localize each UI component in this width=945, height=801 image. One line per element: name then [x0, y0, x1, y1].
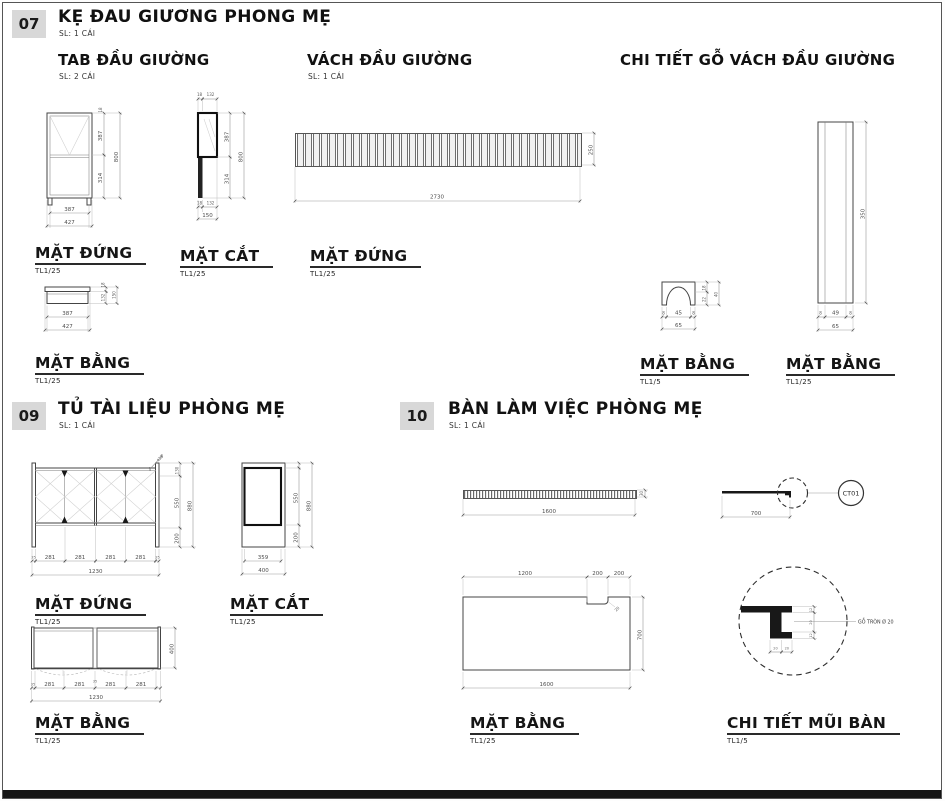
view-scale: TL1/25: [786, 378, 812, 386]
dim-label: 132: [206, 92, 215, 97]
dim-label: 427: [62, 324, 73, 330]
dim-label: 359: [257, 555, 269, 561]
dim-label: 387: [98, 130, 104, 142]
arch-outline: [662, 282, 695, 305]
drawing-arch-plan: [662, 282, 721, 331]
dim-label: 281: [135, 681, 147, 688]
drawing-tab-elevation: [47, 107, 122, 228]
dim-label: 700: [750, 511, 762, 517]
dim-label: 314: [224, 173, 231, 185]
view-scale: TL1/5: [640, 378, 661, 386]
dim-label: 150: [202, 213, 213, 219]
dim-label: 281: [105, 681, 116, 688]
dim-label: 314: [98, 172, 104, 184]
wood-note: GỖ TRÒN Ø 20: [858, 620, 894, 626]
left-leaf: [34, 628, 93, 668]
dim-label: 200: [174, 533, 181, 544]
dim-label: 200: [293, 532, 300, 543]
subsection-vach-qty: SL: 1 CÁI: [308, 72, 345, 81]
dim-label: 800: [238, 151, 245, 163]
cabinet-outline: [47, 113, 92, 198]
dim-label: 8: [849, 310, 852, 316]
dim-label: 40: [713, 291, 719, 298]
dim-label: 20: [784, 646, 790, 651]
dim-label: 387: [62, 311, 73, 317]
view-scale: TL1/25: [35, 737, 61, 745]
right-leaf: [97, 628, 158, 668]
dim-label: 200: [592, 571, 603, 577]
view-scale: TL1/25: [180, 270, 206, 278]
section-09-number: 09: [12, 402, 46, 430]
subsection-tab-qty: SL: 2 CÁI: [59, 72, 96, 81]
view-title: MẶT ĐỨNG: [310, 247, 421, 268]
top-cap: [45, 287, 90, 292]
section-07-number: 07: [12, 10, 46, 38]
page-footer-bar: [3, 790, 941, 798]
dim-label: 800: [114, 151, 120, 163]
dim-label: 350: [860, 208, 867, 220]
drawing-tab-plan: [45, 282, 119, 332]
dim-label: 200: [613, 571, 625, 577]
dim-label: 35: [30, 682, 36, 687]
view-scale: TL1/5: [727, 737, 748, 745]
section-10-number: 10: [400, 402, 434, 430]
section-07-qty: SL: 1 CÁI: [59, 29, 96, 38]
view-title: MẶT BẰNG: [640, 355, 749, 376]
dim-label: 1600: [542, 509, 556, 515]
dim-label: 65: [832, 324, 839, 330]
section-10-title: BÀN LÀM VIỆC PHÒNG MẸ: [448, 399, 703, 419]
view-title: MẶT ĐỨNG: [35, 595, 146, 616]
section-box: [245, 468, 282, 525]
dim-label: 8: [662, 310, 665, 316]
drawing-tu-section: [242, 463, 314, 576]
dim-label: 130: [174, 466, 180, 475]
dim-label: 550: [174, 497, 181, 509]
dim-label: 150: [111, 291, 117, 299]
dim-label: 400: [169, 643, 176, 655]
desk-top-profile: [741, 606, 792, 613]
view-title: MẶT BẰNG: [35, 354, 144, 375]
view-title: MẶT BẰNG: [35, 714, 144, 735]
detail-circle: [739, 567, 847, 675]
dim-label: 387: [64, 207, 75, 213]
dim-label: 1230: [89, 695, 103, 701]
left-post: [32, 463, 36, 547]
dim-label: 880: [187, 500, 194, 512]
dim-label: 387: [224, 131, 231, 143]
dim-label: 18: [196, 200, 203, 206]
desk-top-outline: [463, 597, 630, 670]
drawing-ban-plan: [463, 571, 645, 690]
dim-label: 281: [44, 554, 56, 561]
dim-label: 281: [74, 681, 85, 688]
dim-label: 35: [31, 555, 36, 560]
dim-label: 22: [701, 296, 707, 303]
dim-label: 427: [64, 220, 75, 226]
view-title: CHI TIẾT MŨI BÀN: [727, 714, 900, 735]
dim-label: 65: [675, 323, 682, 329]
dim-label: 1200: [518, 571, 532, 577]
dim-label: 18: [98, 107, 103, 113]
dim-label: 132: [206, 200, 215, 206]
drawing-tu-plan: [31, 627, 177, 703]
dim-label: 1600: [539, 682, 554, 688]
dim-label: 20: [773, 646, 778, 651]
dim-label: 20: [809, 620, 813, 625]
dim-label: 30: [639, 490, 644, 497]
section-09-title: TỦ TÀI LIỆU PHÒNG MẸ: [58, 399, 286, 419]
subsection-tab-title: TAB ĐẦU GIƯỜNG: [58, 51, 210, 69]
drawing-vach-elevation: [295, 133, 596, 203]
section-07-title: KẸ ĐAU GIƯƠNG PHONG MẸ: [58, 7, 332, 27]
drawing-slat-plan: [818, 122, 868, 332]
dim-label: 250: [588, 144, 595, 156]
slat-outline: [818, 122, 853, 303]
view-scale: TL1/25: [230, 618, 256, 626]
dim-label: 18: [100, 282, 106, 288]
view-scale: TL1/25: [35, 267, 61, 275]
dim-label: 12: [809, 633, 813, 638]
dim-label: 20: [613, 605, 621, 613]
dim-label: 550: [293, 492, 300, 504]
right-post: [156, 463, 160, 547]
dim-label: 35: [92, 679, 98, 684]
dim-label: 1230: [88, 569, 103, 575]
view-scale: TL1/25: [310, 270, 336, 278]
view-scale: TL1/25: [35, 618, 61, 626]
drawing-tab-section: [197, 92, 246, 221]
dim-label: 880: [306, 500, 313, 512]
dim-label: 281: [105, 554, 116, 561]
subsection-vach-title: VÁCH ĐẦU GIƯỜNG: [307, 51, 473, 69]
dim-label: 12: [809, 607, 813, 613]
view-title: MẶT BẰNG: [786, 355, 895, 376]
dim-label: 132: [100, 293, 106, 302]
subsection-chitiet-title: CHI TIẾT GỖ VÁCH ĐẦU GIƯỜNG: [620, 51, 896, 69]
body-outline: [47, 292, 88, 304]
drawing-tu-elevation: [31, 453, 196, 577]
drawing-ban-section: [722, 478, 864, 519]
view-title: MẶT ĐỨNG: [35, 244, 146, 265]
view-title: MẶT BẰNG: [470, 714, 579, 735]
section-10-qty: SL: 1 CÁI: [449, 421, 486, 430]
dim-label: 700: [637, 629, 644, 641]
dim-label: 281: [44, 681, 55, 688]
desk-top-section: [722, 491, 791, 494]
nose-flange: [770, 632, 792, 639]
callout-label: CT01: [842, 489, 860, 498]
dim-label: 400: [258, 568, 269, 574]
dim-label: 281: [74, 554, 86, 561]
drawing-ban-front: [463, 490, 648, 517]
dim-label: 429: [155, 453, 165, 463]
dim-label: 45: [675, 310, 682, 317]
view-title: MẶT CẮT: [180, 247, 273, 268]
dim-label: 18: [196, 92, 203, 97]
dim-label: 18: [701, 285, 707, 291]
dim-label: 35: [155, 555, 160, 560]
dim-label: 49: [832, 310, 839, 317]
view-title: MẶT CẮT: [230, 595, 323, 616]
dim-label: 8: [819, 310, 822, 316]
drawing-ban-detail: [739, 567, 894, 675]
dim-label: 2730: [430, 194, 444, 201]
view-scale: TL1/25: [470, 737, 496, 745]
dim-label: 8: [692, 310, 695, 316]
section-09-qty: SL: 1 CÁI: [59, 421, 96, 430]
view-scale: TL1/25: [35, 377, 61, 385]
dim-label: 281: [135, 554, 146, 561]
